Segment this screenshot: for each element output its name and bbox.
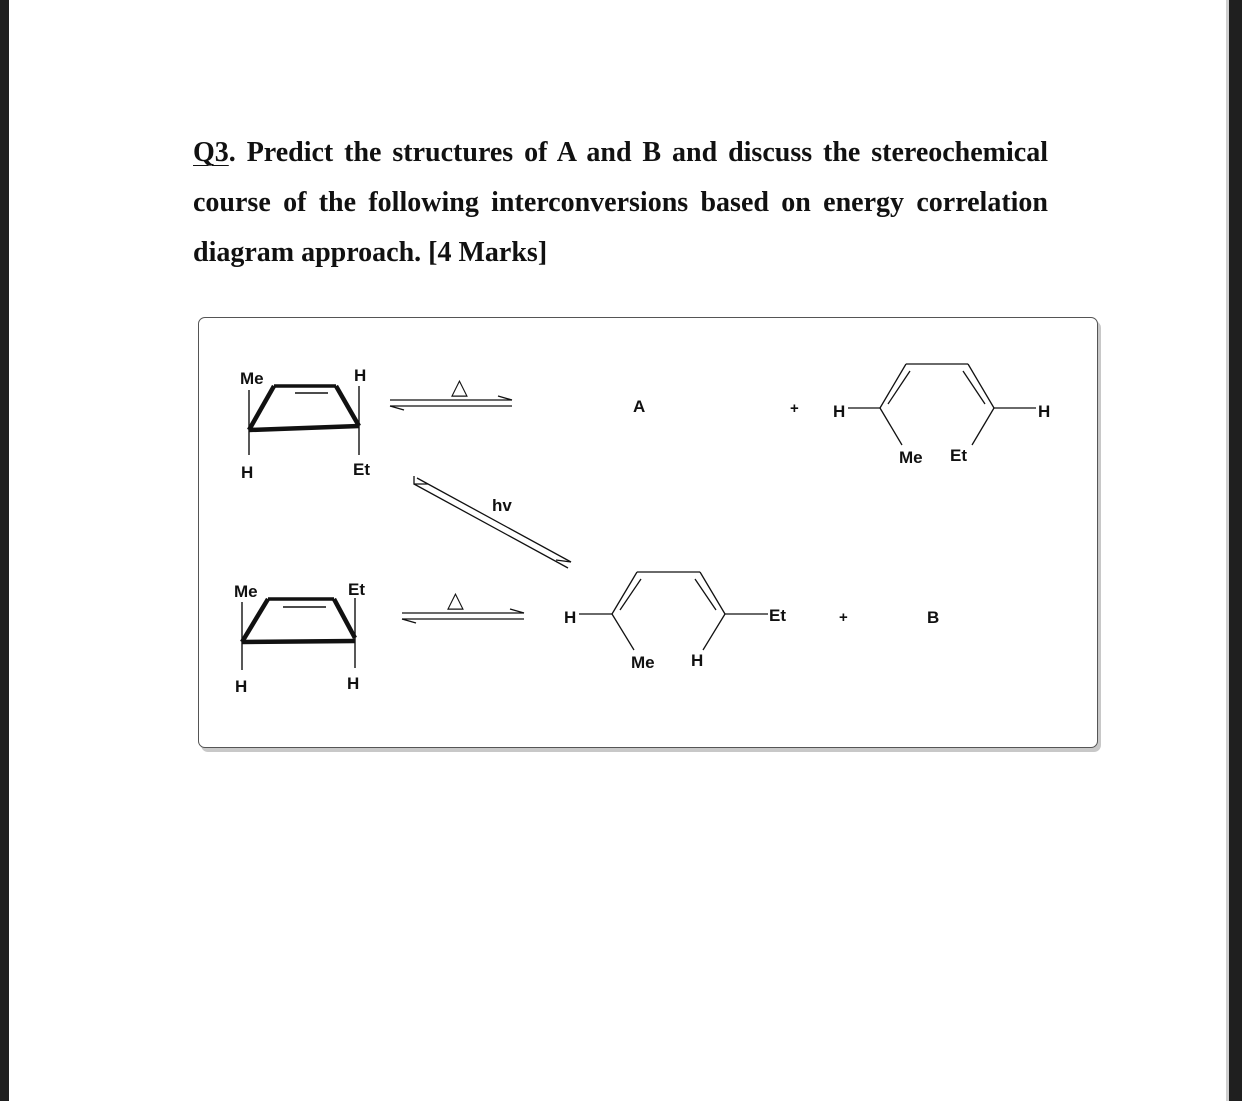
bottom-diene-left-h: H	[564, 608, 577, 627]
top-bl-label: H	[241, 463, 254, 482]
question-line-3: diagram approach. [4 Marks]	[193, 237, 548, 268]
top-diene-left-h: H	[833, 402, 846, 421]
top-br-label: Et	[353, 460, 370, 479]
bottom-diene-right-et: Et	[769, 606, 786, 625]
bottom-equilibrium-arrow	[402, 587, 524, 623]
top-diene-et: Et	[950, 446, 967, 465]
question-line-2: course of the following interconversions based on energy correlation	[193, 187, 1048, 218]
top-equilibrium-arrow	[390, 374, 512, 410]
bottom-plus-sign: +	[839, 609, 848, 626]
bottom-diene	[564, 572, 786, 672]
top-ring-front-bond	[249, 426, 359, 430]
bottom-tl-label: Me	[234, 582, 258, 601]
bottom-cyclobutene	[234, 580, 365, 696]
product-a-label: A	[633, 397, 646, 416]
top-tl-label: Me	[240, 369, 264, 388]
bottom-heat-symbol: △	[447, 587, 464, 612]
top-plus-sign: +	[790, 400, 799, 417]
bottom-tr-label: Et	[348, 580, 365, 599]
top-ring-right-bond	[336, 386, 359, 426]
question-number: Q3	[193, 137, 229, 168]
top-tr-label: H	[354, 366, 367, 385]
top-heat-symbol: △	[451, 374, 468, 399]
bottom-ring-right-bond	[334, 599, 355, 638]
photo-label: hv	[492, 496, 512, 515]
top-diene	[833, 364, 1050, 467]
bottom-bl-label: H	[235, 677, 248, 696]
top-ring-left-bond	[249, 386, 274, 430]
top-diene-me: Me	[899, 448, 923, 467]
bottom-ring-front-bond	[242, 641, 355, 642]
bottom-diene-me: Me	[631, 653, 655, 672]
bottom-ring-left-bond	[242, 599, 268, 642]
top-diene-right-h: H	[1038, 402, 1051, 421]
bottom-diene-h: H	[691, 651, 704, 670]
top-cyclobutene	[240, 366, 370, 482]
bottom-br-label: H	[347, 674, 360, 693]
product-b-label: B	[927, 608, 940, 627]
question-line-1-rest: . Predict the structures of A and B and discuss the stereochemical	[228, 137, 1048, 168]
photochemical-equilibrium-arrow	[414, 476, 571, 568]
